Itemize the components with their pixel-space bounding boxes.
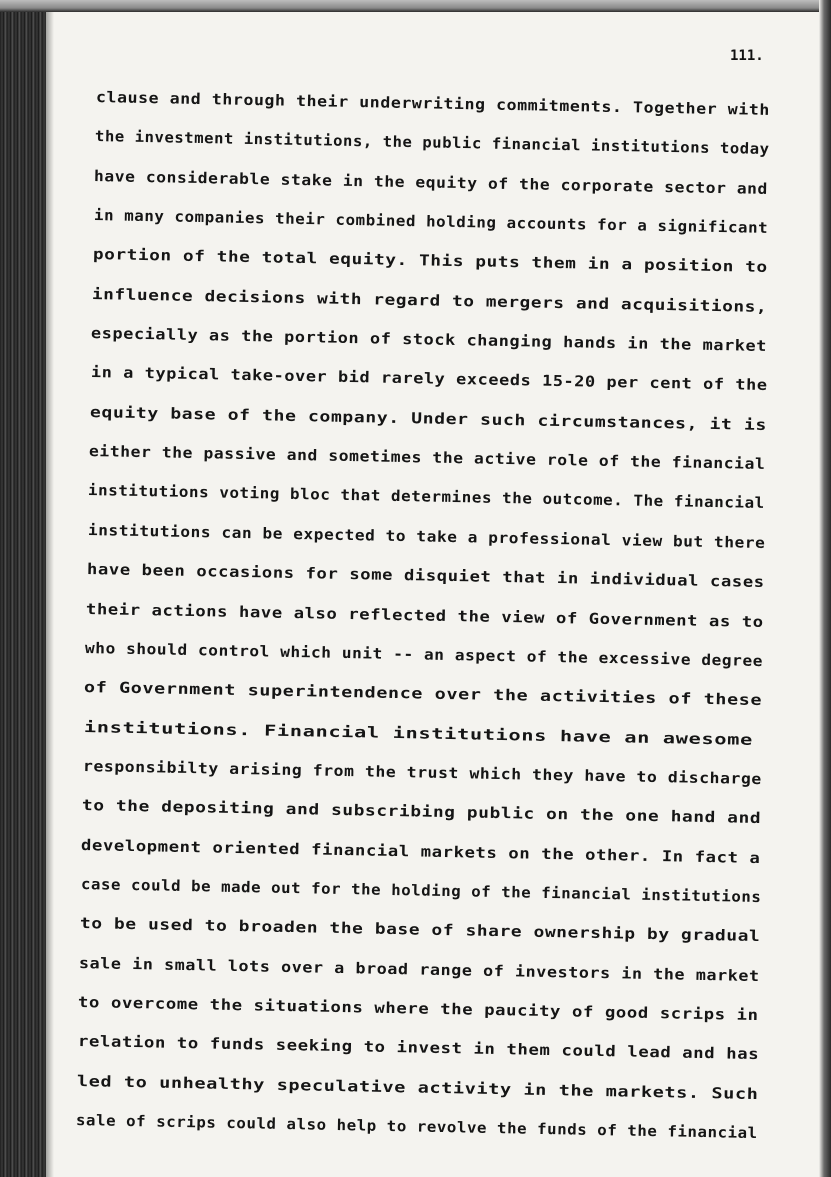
text-line: have been occasions for some disquiet that in individual cases <box>86 560 765 592</box>
page-right-edge <box>819 0 831 1177</box>
text-line: institutions. Financial institutions have an awesome <box>83 717 753 749</box>
text-line: influence decisions with regard to mergers and acquisitions, <box>91 284 768 316</box>
text-line: have considerable stake in the equity of the corporate sector and <box>94 166 769 198</box>
text-line: institutions can be expected to take a professional view but there <box>87 520 766 552</box>
text-line: who should control which unit -- an aspect of the excessive degree <box>85 638 764 670</box>
text-line: sale in small lots over a broad range of investors in the market <box>78 953 760 985</box>
text-line: portion of the total equity. This puts them in a position to <box>92 245 768 277</box>
text-line: responsibilty arising from the trust which they have to discharge <box>82 756 762 788</box>
text-line: to the depositing and subscribing public on the one hand and <box>81 796 762 828</box>
book-binding-edge <box>0 0 46 1177</box>
text-line: the investment institutions, the public financial institutions today <box>95 127 770 159</box>
text-line: development oriented financial markets on the other. In fact a <box>81 835 761 867</box>
text-line: of Government superintendence over the activities of these <box>84 678 763 710</box>
text-line: their actions have also reflected the view of Government as to <box>85 599 764 631</box>
text-line: either the passive and sometimes the active role of the financial <box>88 442 766 474</box>
text-line: especially as the portion of stock changing hands in the market <box>91 324 768 356</box>
text-line: sale of scrips could also help to revolve the funds of the financial <box>75 1111 758 1143</box>
text-line: in many companies their combined holding accounts for a significant <box>93 206 769 237</box>
text-line: to be used to broaden the base of share ownership by gradual <box>79 914 761 946</box>
text-line: clause and through their underwriting commitments. Together with <box>95 88 771 119</box>
text-line: institutions voting bloc that determines the outcome. The financial <box>88 481 766 513</box>
text-line: relation to funds seeking to invest in them could lead and has <box>77 1032 759 1064</box>
text-line: to overcome the situations where the paucity of good scrips in <box>78 992 760 1025</box>
text-line: equity base of the company. Under such circumstances, it is <box>89 402 767 434</box>
page-number: 111. <box>730 48 764 64</box>
text-line: led to unhealthy speculative activity in the markets. Such <box>76 1071 759 1103</box>
text-line: in a typical take-over bid rarely exceeds 15-20 per cent of the <box>90 363 768 395</box>
page-top-edge <box>0 0 831 12</box>
text-line: case could be made out for the holding of the financial institutions <box>80 874 762 906</box>
